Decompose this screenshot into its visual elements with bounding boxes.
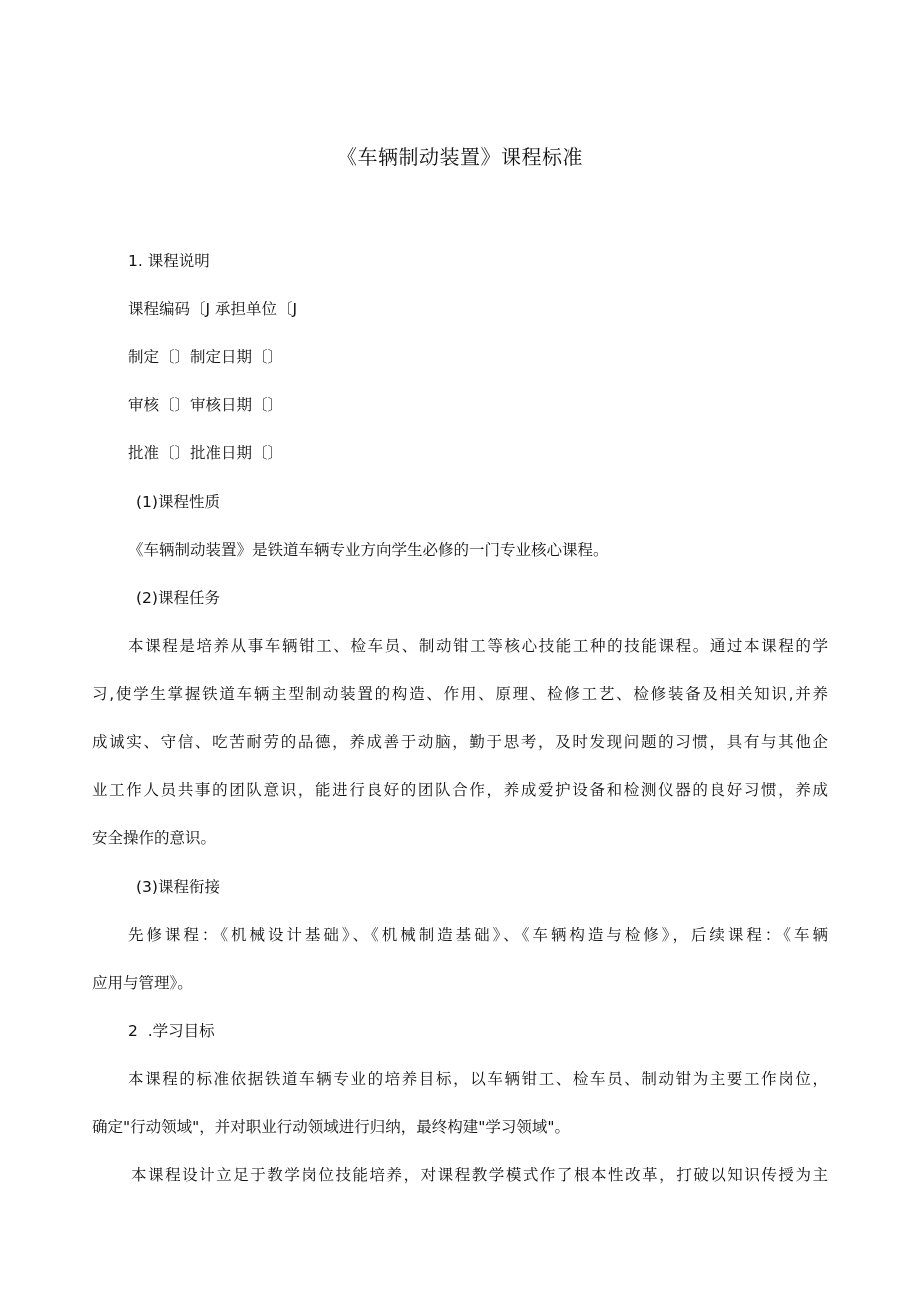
text-line: 习,使学生掌握铁道车辆主型制动装置的构造、作用、原理、检修工艺、检修装备及相关知识,并养 [92, 685, 828, 703]
text-line: 应用与管理》。 [92, 974, 193, 992]
meta-line-formulation: 制定〔〕制定日期〔〕 [128, 348, 284, 366]
meta-line-course-code: 课程编码〔J 承担单位〔J [128, 300, 298, 318]
subheading-course-connection: (3)课程衔接 [136, 878, 220, 896]
document-title: 《车辆制动装置》课程标准 [337, 145, 583, 169]
text-line: 确定"行动领域"，并对职业行动领域进行归纳，最终构建"学习领域"。 [92, 1118, 571, 1136]
meta-line-approval: 批准〔〕批准日期〔〕 [128, 444, 284, 462]
text-line: 本课程的标准依据铁道车辆专业的培养目标，以车辆钳工、检车员、制动钳为主要工作岗位， [128, 1070, 828, 1088]
subheading-course-task: (2)课程任务 [136, 589, 220, 607]
text-line: 安全操作的意识。 [92, 829, 217, 847]
text-line: 本课程设计立足于教学岗位技能培养，对课程教学模式作了根本性改革，打破以知识传授为主 [131, 1166, 828, 1184]
text-line: 业工作人员共事的团队意识，能进行良好的团队合作，养成爱护设备和检测仪器的良好习惯，养成 [92, 781, 828, 799]
section-heading-course-description: 1. 课程说明 [128, 252, 210, 270]
subheading-course-nature: (1)课程性质 [136, 493, 220, 511]
paragraph-course-nature: 《车辆制动装置》是铁道车辆专业方向学生必修的一门专业核心课程。 [128, 541, 609, 559]
text-line: 本课程是培养从事车辆钳工、检车员、制动钳工等核心技能工种的技能课程。通过本课程的学 [128, 637, 828, 655]
text-line: 成诚实、守信、吃苦耐劳的品德，养成善于动脑，勤于思考，及时发现问题的习惯，具有与其他企 [92, 733, 828, 751]
text-line: 先修课程：《机械设计基础》、《机械制造基础》、《车辆构造与检修》，后续课程：《车辆 [128, 926, 828, 944]
meta-line-review: 审核〔〕审核日期〔〕 [128, 396, 284, 414]
section-heading-learning-objectives: 2 .学习目标 [128, 1022, 215, 1040]
